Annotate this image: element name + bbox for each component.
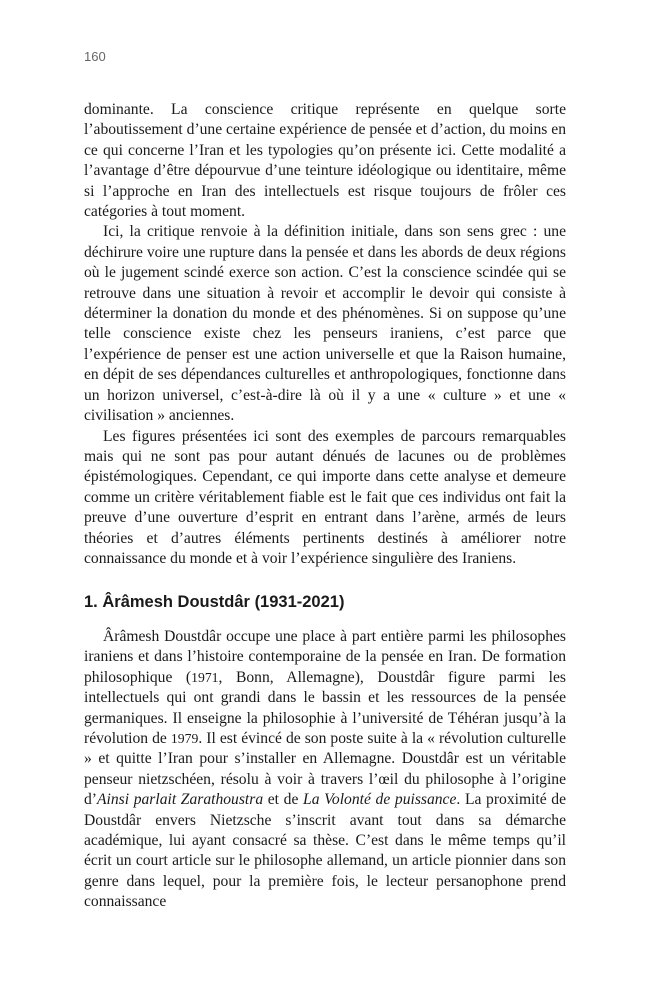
page-number: 160 [84, 49, 106, 64]
book-title-volonte: La Volonté de puissance [303, 791, 457, 809]
year-text: 1971 [191, 669, 219, 685]
book-title-zarathoustra: Ainsi parlait Zarathoustra [97, 791, 264, 809]
year-text: 1979 [170, 731, 199, 747]
paragraph-text: et de [263, 791, 304, 809]
paragraph-critique-definition: Ici, la critique renvoie à la définition initiale, dans son sens grec : une déchirure voire une rupture dans la pensée et dans les abords de deux régions où le jugement scindé exerce son action. C’est la conscience scindée qui se retrouve dans une situation à revoir et accomplir le devoir qui consiste à déterminer la donation du monde et des phénomènes. Si on suppose qu’une telle conscience existe chez les penseurs iraniens, c’est parce que l’expérience de penser est une action universelle et que la Raison humaine, en dépit de ses dépendances culturelles et anthropologiques, fonctionne dans un horizon universel, c’est-à-dire là où il y a une « culture » et une « civilisation » anciennes. [84, 223, 566, 425]
paragraph-text: Ârâmesh Doustdâr occupe une place à part entière parmi les philosophes iraniens et dans l’histoire contemporaine de la pensée en Iran. De formation philosophique ( [84, 628, 566, 686]
paragraph-continuation: dominante. La conscience critique représente en quelque sorte l’aboutissement d’une certaine expérience de pensée et d’action, du moins en ce qui concerne l’Iran et les typologies qu’on présente ici. Cette modalité a l’avantage d’être dépourvue d’une teinture idéologique ou identitaire, même si l’approche en Iran des intellectuels est risque toujours de frôler ces catégories à tout moment. [84, 101, 566, 221]
paragraph-figures: Les figures présentées ici sont des exemples de parcours remarquables mais qui ne sont pas pour autant dénués de lacunes ou de problèmes épistémologiques. Cependant, ce qui importe dans cette analyse et demeure comme un critère véritablement fiable est le fait que ces individus ont fait la preuve d’une ouverture d’esprit en entrant dans l’arène, armés de leurs théories et d’autres éléments pertinents destinés à améliorer notre connaissance du monde et à voir l’expérience singulière des Iraniens. [84, 427, 566, 567]
paragraph-text: . La proximité de Doustdâr envers Nietzsche s’inscrit avant tout dans sa démarche académique, lui ayant consacré sa thèse. C’est dans le même temps qu’il écrit un court article sur le philosophe allemand, un article pionnier dans son genre dans lequel, pour la première fois, le lecteur persanophone prend connaissance [84, 791, 567, 911]
paragraph-text: . Il est évincé de son poste suite à la « révolution culturelle » et quitte l’Iran pour s’installer en Allemagne. Doustdâr est un véritable penseur nietzschéen, résolu à voir à travers l’œil du philosophe à l’origine d’ [84, 730, 566, 809]
section-heading [84, 593, 566, 612]
section-number: 1. [84, 593, 98, 611]
paragraph-doustdar [84, 627, 566, 913]
body-text-intro [84, 100, 566, 569]
section-title: Ârâmesh Doustdâr (1931-2021) [102, 593, 345, 611]
paragraph-text: , Bonn, Allemagne), Doustdâr figure parmi les intellectuels qui ont grandi dans le bassin et les ressources de la pensée germaniques. Il enseigne la philosophie à l’université de Téhéran jusqu’à la révolution de [84, 668, 566, 748]
body-text-section [84, 627, 566, 913]
